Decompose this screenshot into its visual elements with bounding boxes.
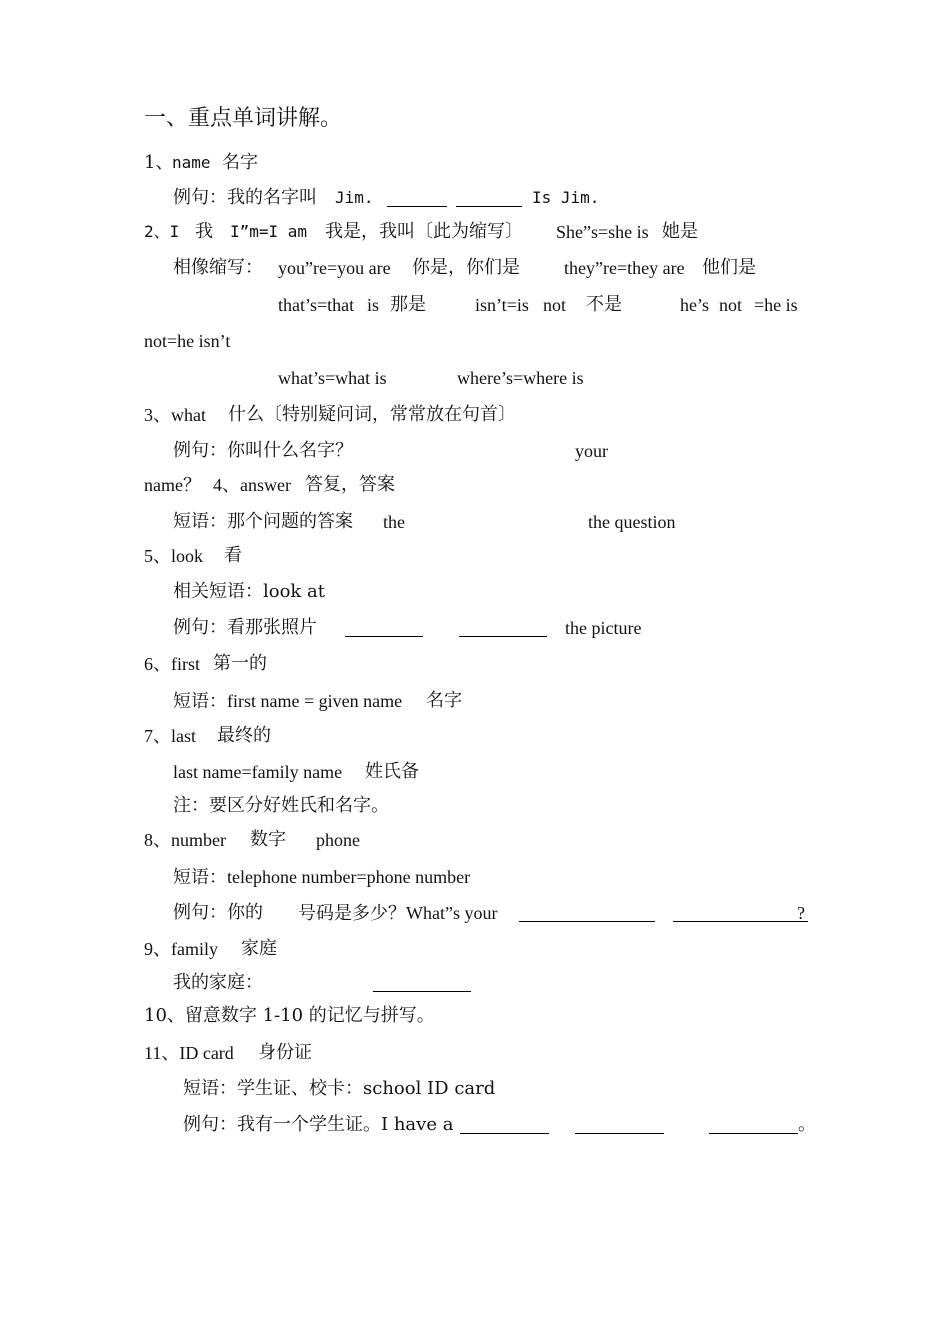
item-5-example: 例句：看那张照片 the picture bbox=[173, 617, 642, 638]
contractions-line-2-wrap: not=he isn’t bbox=[144, 331, 231, 351]
item-11-example: 例句：我有一个学生证。I have a 。 bbox=[183, 1114, 816, 1135]
answer-blank[interactable] bbox=[373, 991, 471, 992]
item-7-note: 注：要区分好姓氏和名字。 bbox=[173, 795, 389, 816]
item-8-line: 8、number 数字 phone bbox=[144, 829, 360, 850]
contractions-line-3: what’s=what is where’s=where is bbox=[278, 368, 584, 388]
answer-blank[interactable] bbox=[459, 636, 547, 637]
item-5-phrase: 相关短语：look at bbox=[173, 581, 326, 602]
section-title: 一、重点单词讲解。 bbox=[144, 106, 343, 131]
item-6-phrase: 短语：first name = given name 名字 bbox=[173, 690, 462, 711]
item-8-phrase: 短语：telephone number=phone number bbox=[173, 867, 471, 887]
item-1-line: 1、 name 名字 bbox=[144, 152, 258, 173]
item-2-line: 2、I 我 I”m=I am 我是，我叫〔此为缩写〕 She”s=she is 她是 bbox=[144, 221, 698, 242]
contractions-line-2: that’s=that is 那是 isn’t=is not 不是 he’s not =he is bbox=[278, 294, 798, 315]
item-9-example: 我的家庭： bbox=[144, 970, 824, 996]
answer-blank[interactable] bbox=[387, 206, 447, 207]
item-5-line: 5、look 看 bbox=[144, 545, 242, 566]
item-7-phrase: last name=family name 姓氏备 bbox=[173, 761, 419, 782]
similar-contractions-line: 相像缩写： you”re=you are 你是，你们是 they”re=they are 他们是 bbox=[173, 257, 756, 278]
item-3-example: 例句：你叫什么名字？ your bbox=[173, 440, 608, 461]
answer-blank[interactable] bbox=[673, 921, 808, 922]
item-1-example: 例句：我的名字叫 Jim. Is Jim. bbox=[173, 187, 600, 208]
answer-blank[interactable] bbox=[456, 206, 522, 207]
item-7-line: 7、last 最终的 bbox=[144, 725, 271, 746]
item-4-phrase: 短语：那个问题的答案 the the question bbox=[173, 511, 676, 532]
answer-blank[interactable] bbox=[460, 1133, 549, 1134]
item-9-line: 9、family 家庭 bbox=[144, 938, 277, 959]
item-11-line: 11、ID card 身份证 bbox=[144, 1042, 312, 1063]
answer-blank[interactable] bbox=[709, 1133, 798, 1134]
answer-blank[interactable] bbox=[519, 921, 655, 922]
answer-blank[interactable] bbox=[345, 636, 423, 637]
item-11-phrase: 短语：学生证、校卡：school ID card bbox=[183, 1078, 496, 1099]
item-8-example: 例句：你的 号码是多少？What”s your ? bbox=[144, 900, 824, 926]
answer-blank[interactable] bbox=[575, 1133, 664, 1134]
item-3-line: 3、what 什么〔特别疑问词，常常放在句首〕 bbox=[144, 404, 516, 425]
item-6-line: 6、first 第一的 bbox=[144, 653, 267, 674]
item-10-line: 10、留意数字 1-10 的记忆与拼写。 bbox=[144, 1005, 435, 1026]
item-4-line: name？ 4、answer 答复，答案 bbox=[144, 474, 395, 495]
